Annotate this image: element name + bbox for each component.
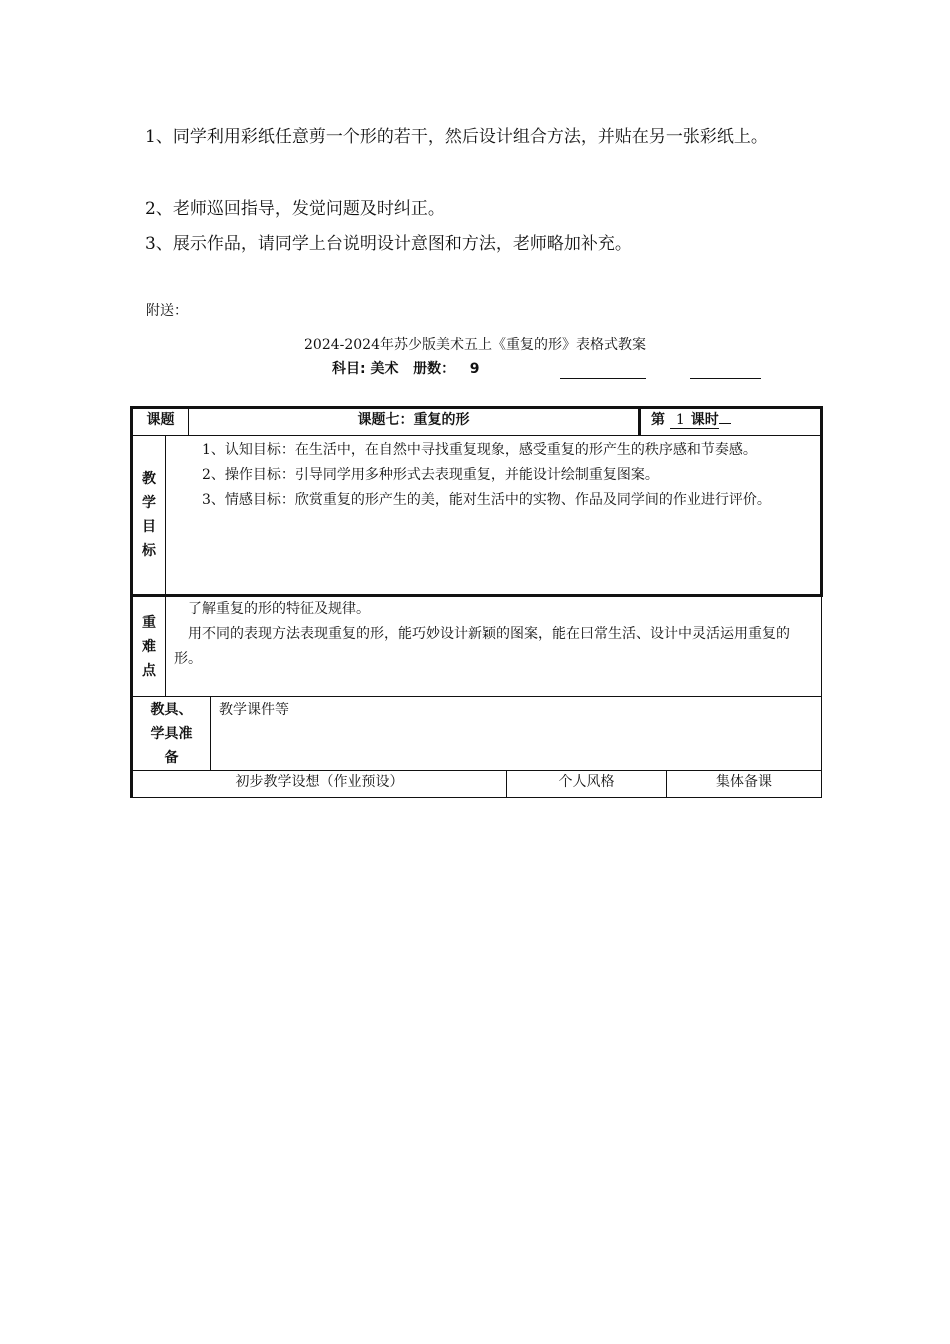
tools-label-line-1: 教具、: [150, 701, 193, 718]
footer-row: [132, 771, 822, 798]
key-label-char-3: 点: [142, 662, 156, 679]
lesson-underline-tail: [719, 423, 731, 424]
goals-row: [132, 436, 822, 596]
key-point-1: 了解重复的形的特征及规律。: [188, 601, 370, 617]
subject-line: [332, 358, 479, 378]
blank-line-1: [560, 378, 646, 379]
goal-item-2: 2、操作目标：引导同学用多种形式去表现重复，并能设计绘制重复图案。: [202, 467, 659, 483]
goals-label-char-2: 学: [142, 495, 156, 511]
goal-item-1: 1、认知目标：在生活中，在自然中寻找重复现象，感受重复的形产生的秩序感和节奏感。: [202, 442, 757, 458]
lesson-prefix: 第: [651, 412, 665, 428]
key-point-2: 用不同的表现方法表现重复的形，能巧妙设计新颖的图案，能在曰常生活、设计中灵活运用重复的形。: [174, 626, 790, 667]
intro-item-3: 3、展示作品，请同学上台说明设计意图和方法，老师略加补充。: [145, 234, 632, 254]
lesson-suffix: 课时: [690, 412, 719, 428]
goal-item-3: 3、情感目标：欣赏重复的形产生的美，能对生活中的实物、作品及同学间的作业进行评价。: [202, 492, 771, 508]
key-points-row: [132, 596, 822, 697]
key-points-content: [166, 596, 822, 697]
footer-group-prep: 集体备课: [667, 771, 822, 798]
topic-row: [132, 408, 822, 436]
intro-item-2: 2、老师巡回指导，发觉问题及时纠正。: [145, 199, 445, 219]
subject-value: 美术: [370, 361, 399, 377]
blank-line-2: [690, 378, 761, 379]
document-title: 2024-2024年苏少版美术五上《重复的形》表格式教案: [304, 337, 646, 353]
footer-personal-style: 个人风格: [507, 771, 667, 798]
tools-label-line-3: 备: [164, 749, 179, 766]
tools-value: 教学课件等: [211, 697, 822, 771]
lesson-count: [640, 408, 822, 436]
lesson-number: 1: [670, 412, 691, 429]
goals-label-char-4: 标: [142, 543, 156, 559]
appendix-note: 附送：: [146, 303, 188, 319]
goals-label-char-1: 教: [142, 471, 156, 487]
goals-content: [166, 436, 822, 596]
key-label-char-2: 难: [142, 638, 156, 655]
subject-label: 科目:: [332, 361, 366, 377]
volume-label: 册数：: [413, 361, 456, 377]
topic-value: 课题七：重复的形: [189, 408, 640, 436]
tools-label-line-2: 学具准: [150, 725, 193, 742]
tools-label: [132, 697, 211, 771]
footer-plan: 初步教学设想（作业预设）: [132, 771, 507, 798]
key-points-label: [132, 596, 166, 697]
tools-row: [132, 697, 822, 771]
lesson-plan-table: [130, 406, 823, 798]
key-label-char-1: 重: [142, 614, 156, 631]
volume-value: 9: [469, 361, 480, 377]
intro-item-1: 1、同学利用彩纸任意剪一个形的若干，然后设计组合方法，并贴在另一张彩纸上。: [145, 127, 768, 147]
topic-label: 课题: [132, 408, 189, 436]
goals-label-char-3: 目: [142, 519, 156, 535]
goals-label: [132, 436, 166, 596]
